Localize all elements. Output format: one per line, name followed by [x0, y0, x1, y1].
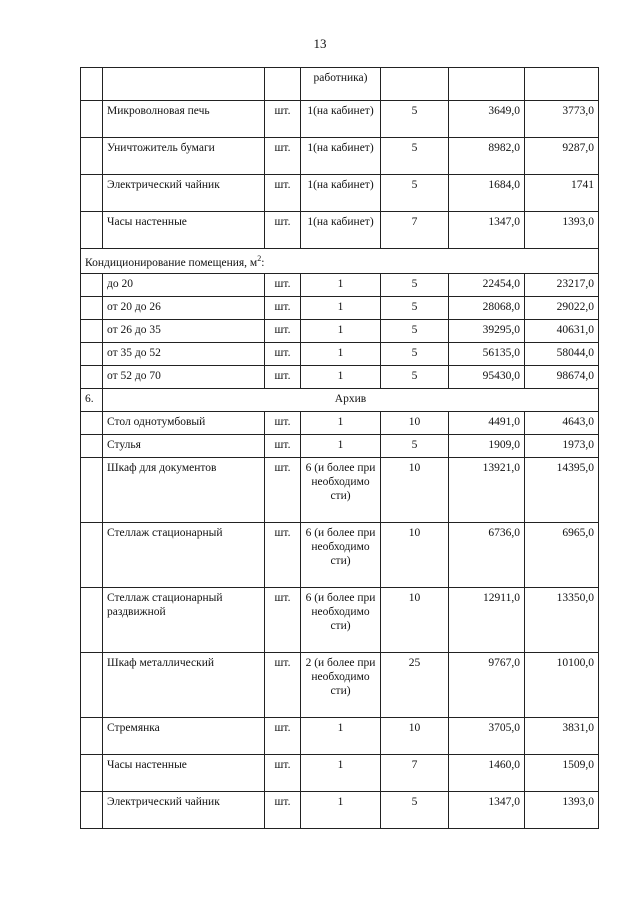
table-row — [81, 587, 599, 652]
quantity-norm: 2 (и более при необходимо сти) — [301, 652, 381, 717]
max-price — [525, 68, 599, 101]
unit-of-measure: шт. — [265, 522, 301, 587]
service-life-years: 5 — [381, 101, 449, 138]
quantity-norm: 1(на кабинет) — [301, 212, 381, 249]
table-row — [81, 754, 599, 791]
unit-price: 95430,0 — [449, 365, 525, 388]
row-number — [81, 717, 103, 754]
max-price: 3831,0 — [525, 717, 599, 754]
service-life-years: 10 — [381, 587, 449, 652]
table-row — [81, 791, 599, 828]
unit-of-measure: шт. — [265, 791, 301, 828]
unit-price: 13921,0 — [449, 457, 525, 522]
item-name: Шкаф для документов — [103, 457, 265, 522]
max-price: 23217,0 — [525, 273, 599, 296]
section-heading-row — [81, 388, 599, 411]
table-row — [81, 411, 599, 434]
item-name: от 20 до 26 — [103, 296, 265, 319]
row-number — [81, 365, 103, 388]
table-row — [81, 717, 599, 754]
row-number — [81, 342, 103, 365]
service-life-years: 5 — [381, 138, 449, 175]
service-life-years: 10 — [381, 411, 449, 434]
max-price: 1509,0 — [525, 754, 599, 791]
unit-price: 9767,0 — [449, 652, 525, 717]
unit-of-measure: шт. — [265, 212, 301, 249]
max-price: 13350,0 — [525, 587, 599, 652]
table-row — [81, 434, 599, 457]
quantity-norm: 1 — [301, 434, 381, 457]
row-number — [81, 522, 103, 587]
max-price: 29022,0 — [525, 296, 599, 319]
max-price: 1393,0 — [525, 791, 599, 828]
unit-of-measure: шт. — [265, 457, 301, 522]
unit-of-measure: шт. — [265, 138, 301, 175]
service-life-years — [381, 68, 449, 101]
row-number — [81, 101, 103, 138]
table-row — [81, 522, 599, 587]
item-name: до 20 — [103, 273, 265, 296]
item-name: Часы настенные — [103, 754, 265, 791]
row-number — [81, 296, 103, 319]
row-number — [81, 587, 103, 652]
subsection-heading-text: Кондиционирование помещения, м — [85, 256, 258, 269]
table-row — [81, 319, 599, 342]
item-name: Стулья — [103, 434, 265, 457]
quantity-norm: 1 — [301, 754, 381, 791]
service-life-years: 10 — [381, 457, 449, 522]
unit-price: 1347,0 — [449, 212, 525, 249]
table-row — [81, 457, 599, 522]
quantity-norm: 6 (и более при необходимо сти) — [301, 587, 381, 652]
table-row — [81, 68, 599, 101]
max-price: 1973,0 — [525, 434, 599, 457]
unit-price: 28068,0 — [449, 296, 525, 319]
table-row — [81, 175, 599, 212]
max-price: 1393,0 — [525, 212, 599, 249]
unit-price: 39295,0 — [449, 319, 525, 342]
row-number — [81, 434, 103, 457]
service-life-years: 5 — [381, 175, 449, 212]
service-life-years: 7 — [381, 212, 449, 249]
service-life-years: 5 — [381, 434, 449, 457]
row-number — [81, 652, 103, 717]
max-price: 10100,0 — [525, 652, 599, 717]
table-body — [81, 68, 599, 829]
quantity-norm: 1 — [301, 411, 381, 434]
table-row — [81, 212, 599, 249]
row-number — [81, 457, 103, 522]
row-number — [81, 754, 103, 791]
item-name: Шкаф металлический — [103, 652, 265, 717]
unit-of-measure: шт. — [265, 587, 301, 652]
item-name: Электрический чайник — [103, 791, 265, 828]
item-name: Стеллаж стационарный — [103, 522, 265, 587]
unit-price: 12911,0 — [449, 587, 525, 652]
quantity-norm: 1 — [301, 791, 381, 828]
table-row — [81, 138, 599, 175]
service-life-years: 25 — [381, 652, 449, 717]
unit-of-measure: шт. — [265, 717, 301, 754]
unit-price: 8982,0 — [449, 138, 525, 175]
row-number — [81, 68, 103, 101]
unit-price: 1684,0 — [449, 175, 525, 212]
max-price: 14395,0 — [525, 457, 599, 522]
equipment-norms-table — [80, 67, 599, 829]
max-price: 3773,0 — [525, 101, 599, 138]
table-row — [81, 342, 599, 365]
quantity-norm: 1 — [301, 717, 381, 754]
unit-price: 1909,0 — [449, 434, 525, 457]
subsection-heading-row — [81, 249, 599, 274]
section-number: 6. — [81, 388, 103, 411]
table-row — [81, 652, 599, 717]
unit-price: 1347,0 — [449, 791, 525, 828]
max-price: 6965,0 — [525, 522, 599, 587]
unit-of-measure: шт. — [265, 319, 301, 342]
unit-of-measure: шт. — [265, 175, 301, 212]
item-name: от 52 до 70 — [103, 365, 265, 388]
item-name: Стремянка — [103, 717, 265, 754]
service-life-years: 5 — [381, 273, 449, 296]
unit-price: 22454,0 — [449, 273, 525, 296]
quantity-norm: 1(на кабинет) — [301, 138, 381, 175]
unit-superscript: 2 — [257, 254, 262, 263]
item-name: Электрический чайник — [103, 175, 265, 212]
quantity-norm: 6 (и более при необходимо сти) — [301, 522, 381, 587]
unit-of-measure — [265, 68, 301, 101]
quantity-norm: 1 — [301, 273, 381, 296]
unit-price — [449, 68, 525, 101]
page-number: 13 — [313, 36, 327, 51]
unit-of-measure: шт. — [265, 101, 301, 138]
quantity-norm: 1 — [301, 342, 381, 365]
unit-of-measure: шт. — [265, 434, 301, 457]
service-life-years: 5 — [381, 342, 449, 365]
quantity-norm: 1(на кабинет) — [301, 175, 381, 212]
item-name: от 26 до 35 — [103, 319, 265, 342]
max-price: 1741 — [525, 175, 599, 212]
subsection-heading-suffix: : — [261, 256, 265, 269]
max-price: 9287,0 — [525, 138, 599, 175]
row-number — [81, 319, 103, 342]
unit-price: 1460,0 — [449, 754, 525, 791]
unit-price: 6736,0 — [449, 522, 525, 587]
service-life-years: 10 — [381, 717, 449, 754]
item-name: Уничтожитель бумаги — [103, 138, 265, 175]
quantity-norm: работника) — [301, 68, 381, 101]
row-number — [81, 273, 103, 296]
unit-of-measure: шт. — [265, 411, 301, 434]
section-title: Архив — [103, 388, 599, 411]
quantity-norm: 1 — [301, 296, 381, 319]
item-name: Часы настенные — [103, 212, 265, 249]
max-price: 4643,0 — [525, 411, 599, 434]
service-life-years: 5 — [381, 791, 449, 828]
row-number — [81, 175, 103, 212]
row-number — [81, 212, 103, 249]
table-row — [81, 365, 599, 388]
quantity-norm: 1 — [301, 365, 381, 388]
item-name: от 35 до 52 — [103, 342, 265, 365]
max-price: 40631,0 — [525, 319, 599, 342]
service-life-years: 5 — [381, 319, 449, 342]
service-life-years: 10 — [381, 522, 449, 587]
quantity-norm: 1 — [301, 319, 381, 342]
unit-price: 4491,0 — [449, 411, 525, 434]
table-row — [81, 101, 599, 138]
quantity-norm: 6 (и более при необходимо сти) — [301, 457, 381, 522]
subsection-heading — [81, 249, 599, 274]
item-name: Микроволновая печь — [103, 101, 265, 138]
service-life-years: 5 — [381, 365, 449, 388]
unit-of-measure: шт. — [265, 342, 301, 365]
unit-of-measure: шт. — [265, 365, 301, 388]
table-row — [81, 273, 599, 296]
max-price: 98674,0 — [525, 365, 599, 388]
unit-price: 3649,0 — [449, 101, 525, 138]
max-price: 58044,0 — [525, 342, 599, 365]
unit-of-measure: шт. — [265, 754, 301, 791]
unit-of-measure: шт. — [265, 296, 301, 319]
item-name — [103, 68, 265, 101]
quantity-norm: 1(на кабинет) — [301, 101, 381, 138]
item-name: Стол однотумбовый — [103, 411, 265, 434]
unit-of-measure: шт. — [265, 652, 301, 717]
unit-price: 3705,0 — [449, 717, 525, 754]
row-number — [81, 138, 103, 175]
row-number — [81, 791, 103, 828]
unit-price: 56135,0 — [449, 342, 525, 365]
row-number — [81, 411, 103, 434]
item-name: Стеллаж стационарный раздвижной — [103, 587, 265, 652]
unit-of-measure: шт. — [265, 273, 301, 296]
service-life-years: 7 — [381, 754, 449, 791]
service-life-years: 5 — [381, 296, 449, 319]
table-row — [81, 296, 599, 319]
